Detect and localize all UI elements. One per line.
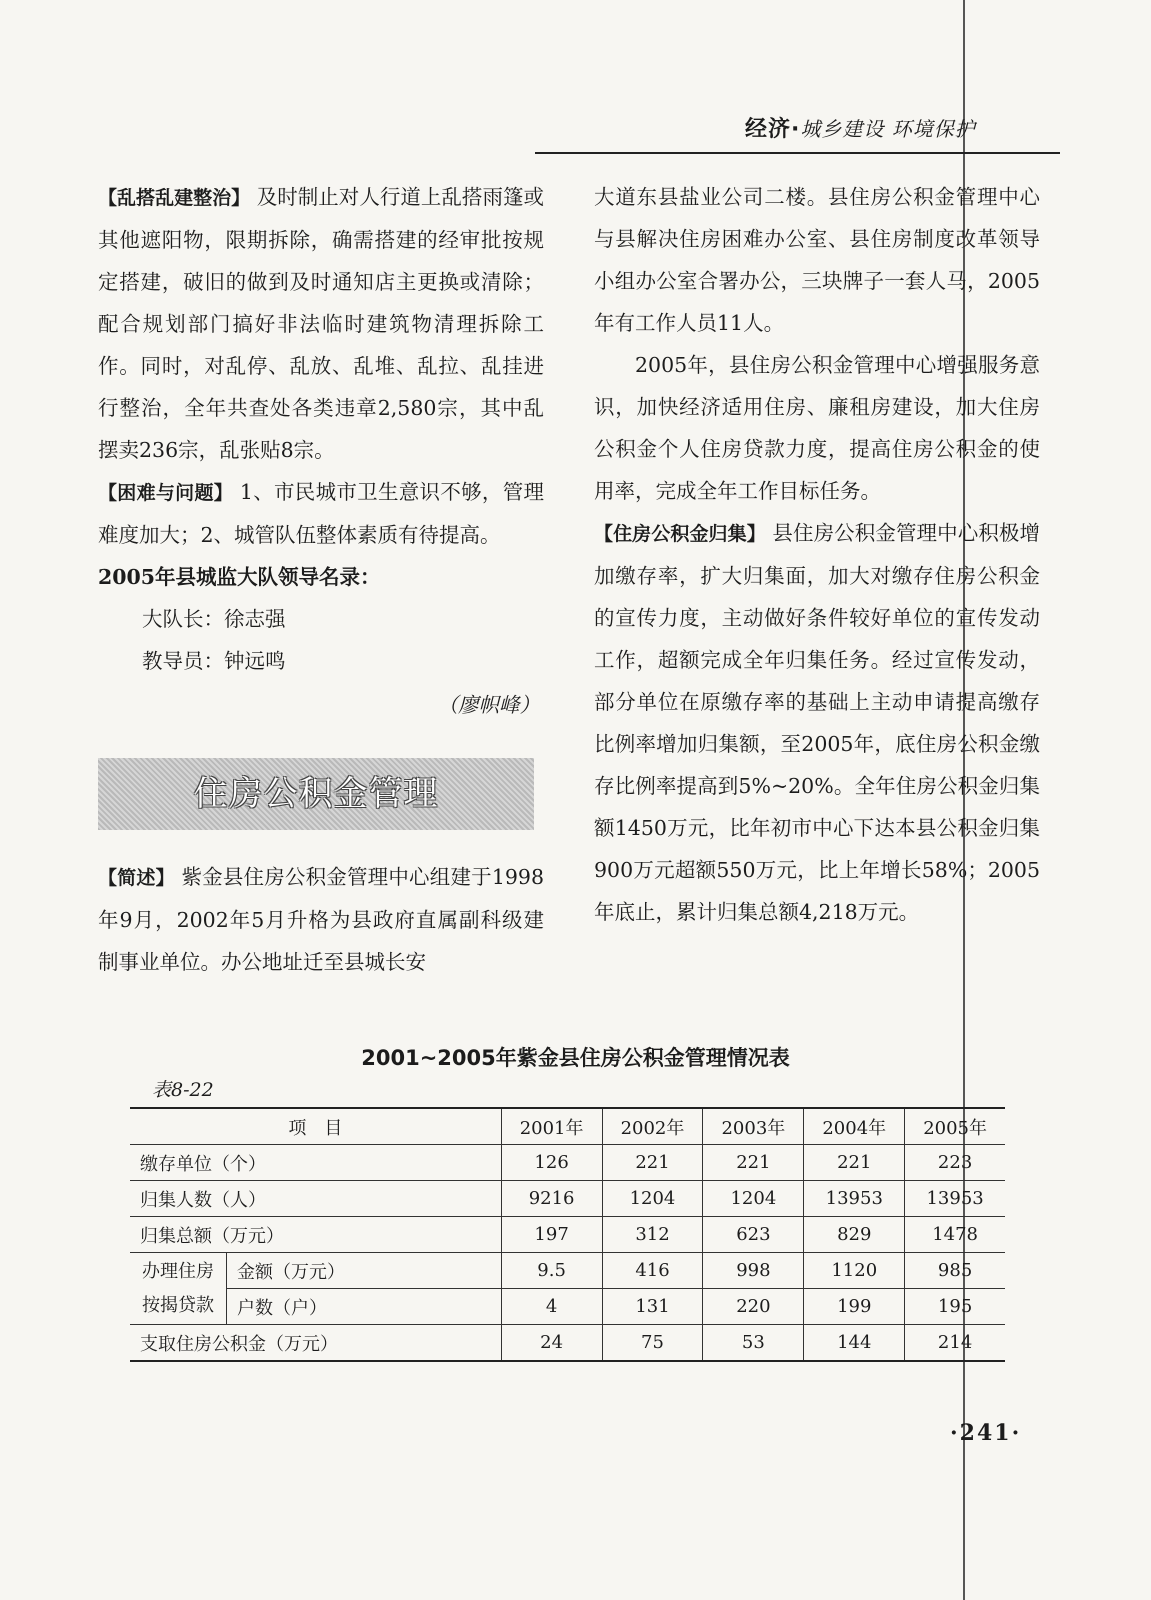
table-cell: 131	[602, 1289, 703, 1325]
table-row	[130, 1181, 1005, 1217]
paragraph-2005-summary: 2005年，县住房公积金管理中心增强服务意识，加快经济适用住房、廉租房建设，加大住房公积金个人住房贷款力度，提高住房公积金的使用率，完成全年工作目标任务。	[594, 353, 1040, 503]
table-cell: 223	[905, 1145, 1005, 1181]
table-cell: 985	[905, 1253, 1005, 1289]
table-cell: 1478	[905, 1217, 1005, 1253]
table-row	[130, 1217, 1005, 1253]
table-cell: 623	[703, 1217, 804, 1253]
paragraph-text: 县住房公积金管理中心积极增加缴存率，扩大归集面，加大对缴存住房公积金的宣传力度，主动做好条件较好单位的宣传发动工作，超额完成全年归集任务。经过宣传发动，部分单位在原缴存率的基础上主动申请提高缴存比例率增加归集额，至2005年，底住房公积金缴存比例率提高到5%~20%。全年住房公积金归集额1450万元，比年初市中心下达本县公积金归集900万元超额550万元，比上年增长58%；2005年底止，累计归集总额4,218万元。	[594, 521, 1040, 924]
section-banner	[98, 758, 534, 830]
table-cell: 4	[501, 1289, 602, 1325]
header-section: 经济	[745, 117, 792, 142]
roster-title: 2005年县城监大队领导名录：	[98, 565, 381, 589]
table-cell: 13953	[804, 1181, 905, 1217]
group-label: 办理住房按揭贷款	[130, 1253, 227, 1325]
table-cell: 24	[501, 1325, 602, 1362]
table-header-row	[130, 1108, 1005, 1145]
table-row	[130, 1145, 1005, 1181]
row-label: 归集总额（万元）	[130, 1217, 501, 1253]
table-cell: 197	[501, 1217, 602, 1253]
paragraph-tag: 【简述】	[98, 867, 175, 889]
table-header-cell: 2004年	[804, 1108, 905, 1145]
row-label: 缴存单位（个）	[130, 1145, 501, 1181]
paragraph-problems	[98, 471, 544, 556]
table-cell: 221	[804, 1145, 905, 1181]
table-title: 2001~2005年紫金县住房公积金管理情况表	[361, 1046, 790, 1070]
right-column	[594, 176, 1040, 933]
table-cell: 221	[602, 1145, 703, 1181]
table-cell: 53	[703, 1325, 804, 1362]
paragraph-collection	[594, 512, 1040, 933]
table-cell: 9216	[501, 1181, 602, 1217]
page-number: ·241·	[950, 1420, 1022, 1446]
table-cell: 199	[804, 1289, 905, 1325]
row-label: 归集人数（人）	[130, 1181, 501, 1217]
table-header-cell: 2003年	[703, 1108, 804, 1145]
table-cell: 75	[602, 1325, 703, 1362]
table-cell: 220	[703, 1289, 804, 1325]
table-number: 表8-22	[152, 1079, 214, 1101]
paragraph-tag: 【住房公积金归集】	[594, 523, 766, 545]
table-cell: 13953	[905, 1181, 1005, 1217]
row-label: 户数（户）	[227, 1289, 502, 1325]
table-cell: 126	[501, 1145, 602, 1181]
table-row	[130, 1325, 1005, 1362]
row-label: 金额（万元）	[227, 1253, 502, 1289]
table-cell: 214	[905, 1325, 1005, 1362]
paragraph-tag: 【乱搭乱建整治】	[98, 187, 251, 209]
paragraph-illegal-construction	[98, 176, 544, 471]
table-cell: 1204	[703, 1181, 804, 1217]
table-cell: 144	[804, 1325, 905, 1362]
table-cell: 9.5	[501, 1253, 602, 1289]
table-cell: 221	[703, 1145, 804, 1181]
running-header: 经济·城乡建设 环境保护	[745, 117, 976, 142]
table-cell: 829	[804, 1217, 905, 1253]
paragraph-text: 及时制止对人行道上乱搭雨篷或其他遮阳物，限期拆除，确需搭建的经审批按规定搭建，破旧的做到及时通知店主更换或清除；配合规划部门搞好非法临时建筑物清理拆除工作。同时，对乱停、乱放、乱堆、乱拉、乱挂进行整治，全年共查处各类违章2,580宗，其中乱摆卖236宗，乱张贴8宗。	[98, 185, 544, 462]
table-header-cell: 项 目	[130, 1108, 501, 1145]
paragraph-tag: 【困难与问题】	[98, 482, 234, 504]
table-cell: 998	[703, 1253, 804, 1289]
left-column	[98, 176, 544, 983]
row-label: 支取住房公积金（万元）	[130, 1325, 501, 1362]
housing-fund-table	[130, 1107, 1005, 1362]
author-credit: （廖帜峰）	[437, 693, 540, 717]
table-row	[130, 1289, 1005, 1325]
paragraph-office: 大道东县盐业公司二楼。县住房公积金管理中心与县解决住房困难办公室、县住房制度改革领导小组办公室合署办公，三块牌子一套人马，2005年有工作人员11人。	[594, 185, 1040, 335]
table-cell: 1120	[804, 1253, 905, 1289]
table-cell: 416	[602, 1253, 703, 1289]
paragraph-text: 紫金县住房公积金管理中心组建于1998年9月，2002年5月升格为县政府直属副科级建制事业单位。办公地址迁至县城长安	[98, 865, 544, 974]
table-header-cell: 2001年	[501, 1108, 602, 1145]
paragraph-text: 1、市民城市卫生意识不够，管理难度加大；2、城管队伍整体素质有待提高。	[98, 480, 544, 547]
table-header-cell: 2005年	[905, 1108, 1005, 1145]
header-sub: 城乡建设 环境保护	[800, 117, 976, 141]
header-rule	[535, 152, 1060, 154]
table-header-cell: 2002年	[602, 1108, 703, 1145]
table-cell: 195	[905, 1289, 1005, 1325]
table-row	[130, 1253, 1005, 1289]
roster-item: 大队长：徐志强	[142, 607, 286, 631]
section-title: 住房公积金管理	[193, 774, 439, 814]
roster-item: 教导员：钟远鸣	[142, 649, 286, 673]
paragraph-overview	[98, 856, 544, 983]
table-cell: 1204	[602, 1181, 703, 1217]
table-cell: 312	[602, 1217, 703, 1253]
